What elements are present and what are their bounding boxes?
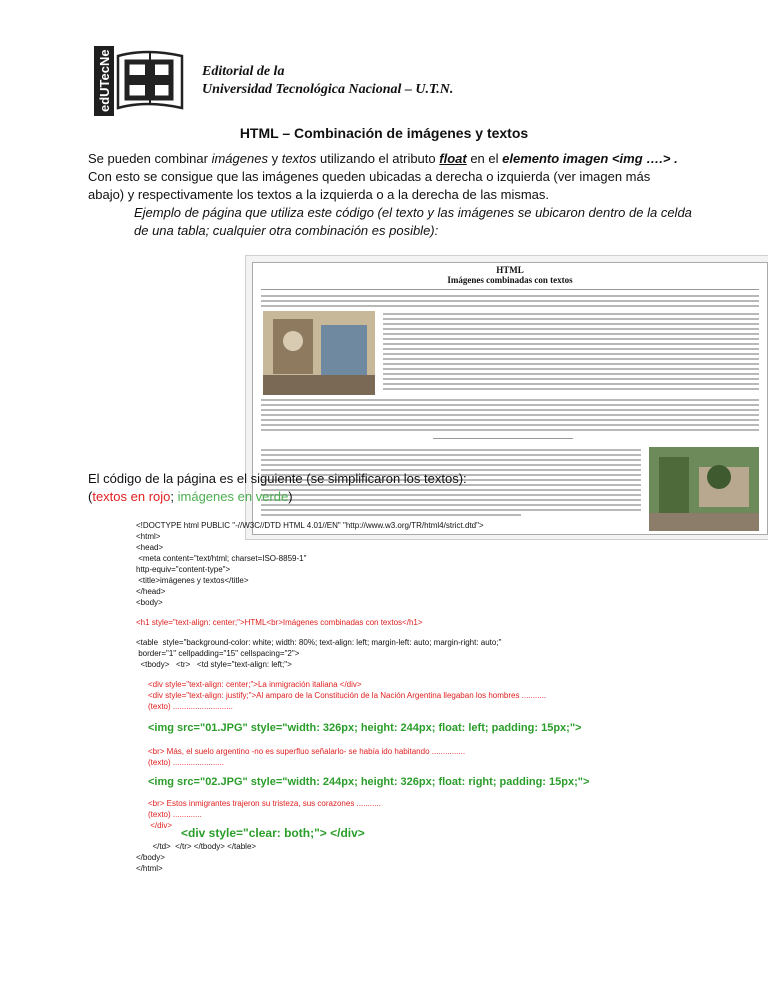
code-img-2: <img src="02.JPG" style="width: 244px; height: 326px; float: right; padding: 15px;">	[148, 776, 590, 788]
example-image-2	[649, 447, 759, 531]
code-line: </div>	[148, 821, 173, 830]
code-intro	[88, 470, 467, 506]
text-line	[261, 300, 759, 302]
code-h1: <h1 style="text-align: center;">HTML<br>Imágenes combinadas con textos</h1>	[136, 618, 423, 627]
utn-logo	[94, 46, 186, 116]
float-keyword: float	[439, 151, 467, 166]
code-line: (texto) .............	[148, 810, 202, 819]
text-line	[261, 454, 641, 456]
code-line: <html>	[136, 532, 161, 541]
code-line: (texto) ...........................	[148, 702, 233, 711]
example-heading-line1: HTML	[496, 265, 524, 275]
text-line	[261, 399, 759, 401]
text-line	[383, 363, 759, 365]
text-line	[261, 509, 641, 511]
text-line	[383, 383, 759, 385]
page-title: HTML – Combinación de imágenes y textos	[239, 125, 529, 141]
text-line	[383, 333, 759, 335]
text-line	[261, 409, 759, 411]
text-line	[383, 388, 759, 390]
code-intro-line: El código de la página es el siguiente (se simplificaron los textos):	[88, 471, 467, 486]
code-line: <br> Más, el suelo argentino -no es superfluo señalarlo- se había ido habitando ...............	[148, 747, 466, 756]
code-line: <body>	[136, 598, 163, 607]
text-line	[261, 459, 641, 461]
code-line: </body>	[136, 853, 165, 862]
text-line	[383, 328, 759, 330]
legend-sep: ;	[170, 489, 178, 504]
code-line: <title>imágenes y textos</title>	[136, 576, 249, 585]
intro-text: y	[267, 151, 282, 166]
code-line: <div style="text-align: justify;">Al amparo de la Constitución de la Nación Argentina llegaban los hombres ...........	[148, 691, 547, 700]
text-line	[383, 313, 759, 315]
code-clear-div: <div style="clear: both;"> </div>	[181, 826, 365, 840]
intro-paragraph	[88, 150, 688, 204]
intro-text: Se pueden combinar	[88, 151, 212, 166]
text-line	[261, 429, 759, 431]
code-line: </head>	[136, 587, 166, 596]
text-line	[261, 449, 641, 451]
text-line	[261, 295, 759, 297]
intro-text-italic: textos	[281, 151, 317, 166]
text-line	[261, 419, 759, 421]
section-heading-line	[433, 438, 573, 439]
code-doctype: <!DOCTYPE html PUBLIC "-//W3C//DTD HTML 4.01//EN" "http://www.w3.org/TR/html4/strict.dtd">	[136, 521, 484, 530]
text-line	[261, 424, 759, 426]
svg-text:edUTecNe: edUTecNe	[97, 49, 112, 112]
divider	[261, 289, 759, 290]
text-line	[261, 514, 521, 516]
code-line: <br> Estos inmigrantes trajeron su tristeza, sus corazones ...........	[148, 799, 381, 808]
text-line	[261, 464, 641, 466]
text-line	[383, 373, 759, 375]
example-caption: Ejemplo de página que utiliza este código (el texto y las imágenes se ubicaron dentro de la celda de una tabla; cualquier otra combinación es posible):	[134, 205, 692, 238]
img-element-text: elemento imagen <img ….> .	[502, 151, 678, 166]
editorial-line2: Universidad Tecnológica Nacional – U.T.N.	[202, 82, 454, 97]
code-line: border="1" cellpadding="15" cellspacing="2">	[136, 649, 300, 658]
legend-red: textos en rojo	[92, 489, 171, 504]
intro-text: utilizando el atributo	[316, 151, 440, 166]
text-line	[383, 353, 759, 355]
text-line	[261, 414, 759, 416]
text-line	[383, 358, 759, 360]
legend-line	[88, 488, 467, 506]
text-line	[383, 343, 759, 345]
intro-text: en el	[466, 151, 503, 166]
code-line: </html>	[136, 864, 163, 873]
text-line	[383, 338, 759, 340]
code-line: <table style="background-color: white; width: 80%; text-align: left; margin-left: auto; margin-right: auto;"	[136, 638, 502, 647]
intro-p2: Con esto se consigue que las imágenes queden ubicadas a derecha o izquierda (ver imagen más abajo) y respectivamente los textos a la izquierda o a la derecha de las mismas.	[88, 169, 651, 202]
code-line: <tbody> <tr> <td style="text-align: left;">	[136, 660, 292, 669]
text-line	[261, 305, 759, 307]
legend-green: imágenes en verde	[177, 489, 289, 504]
example-heading-line2: Imágenes combinadas con textos	[447, 275, 573, 285]
text-line	[383, 348, 759, 350]
text-line	[383, 378, 759, 380]
code-line: http-equiv="content-type">	[136, 565, 231, 574]
intro-text-italic: imágenes	[211, 151, 268, 166]
text-line	[383, 318, 759, 320]
text-line	[383, 323, 759, 325]
text-line	[383, 368, 759, 370]
text-line	[261, 404, 759, 406]
editorial-line1: Editorial de la	[202, 64, 285, 79]
code-img-1: <img src="01.JPG" style="width: 326px; height: 244px; float: left; padding: 15px;">	[148, 722, 582, 734]
editorial-header	[202, 63, 453, 99]
code-line: <meta content="text/html; charset=ISO-8859-1"	[136, 554, 307, 563]
example-image-1	[263, 311, 375, 395]
code-line: <div style="text-align: center;">La inmigración italiana </div>	[148, 680, 362, 689]
example-heading	[253, 265, 767, 285]
code-line: (texto) .......................	[148, 758, 225, 767]
paren: )	[288, 489, 293, 504]
code-line: </td> </tr> </tbody> </table>	[148, 842, 257, 851]
paren: (	[88, 489, 93, 504]
code-line: <head>	[136, 543, 164, 552]
